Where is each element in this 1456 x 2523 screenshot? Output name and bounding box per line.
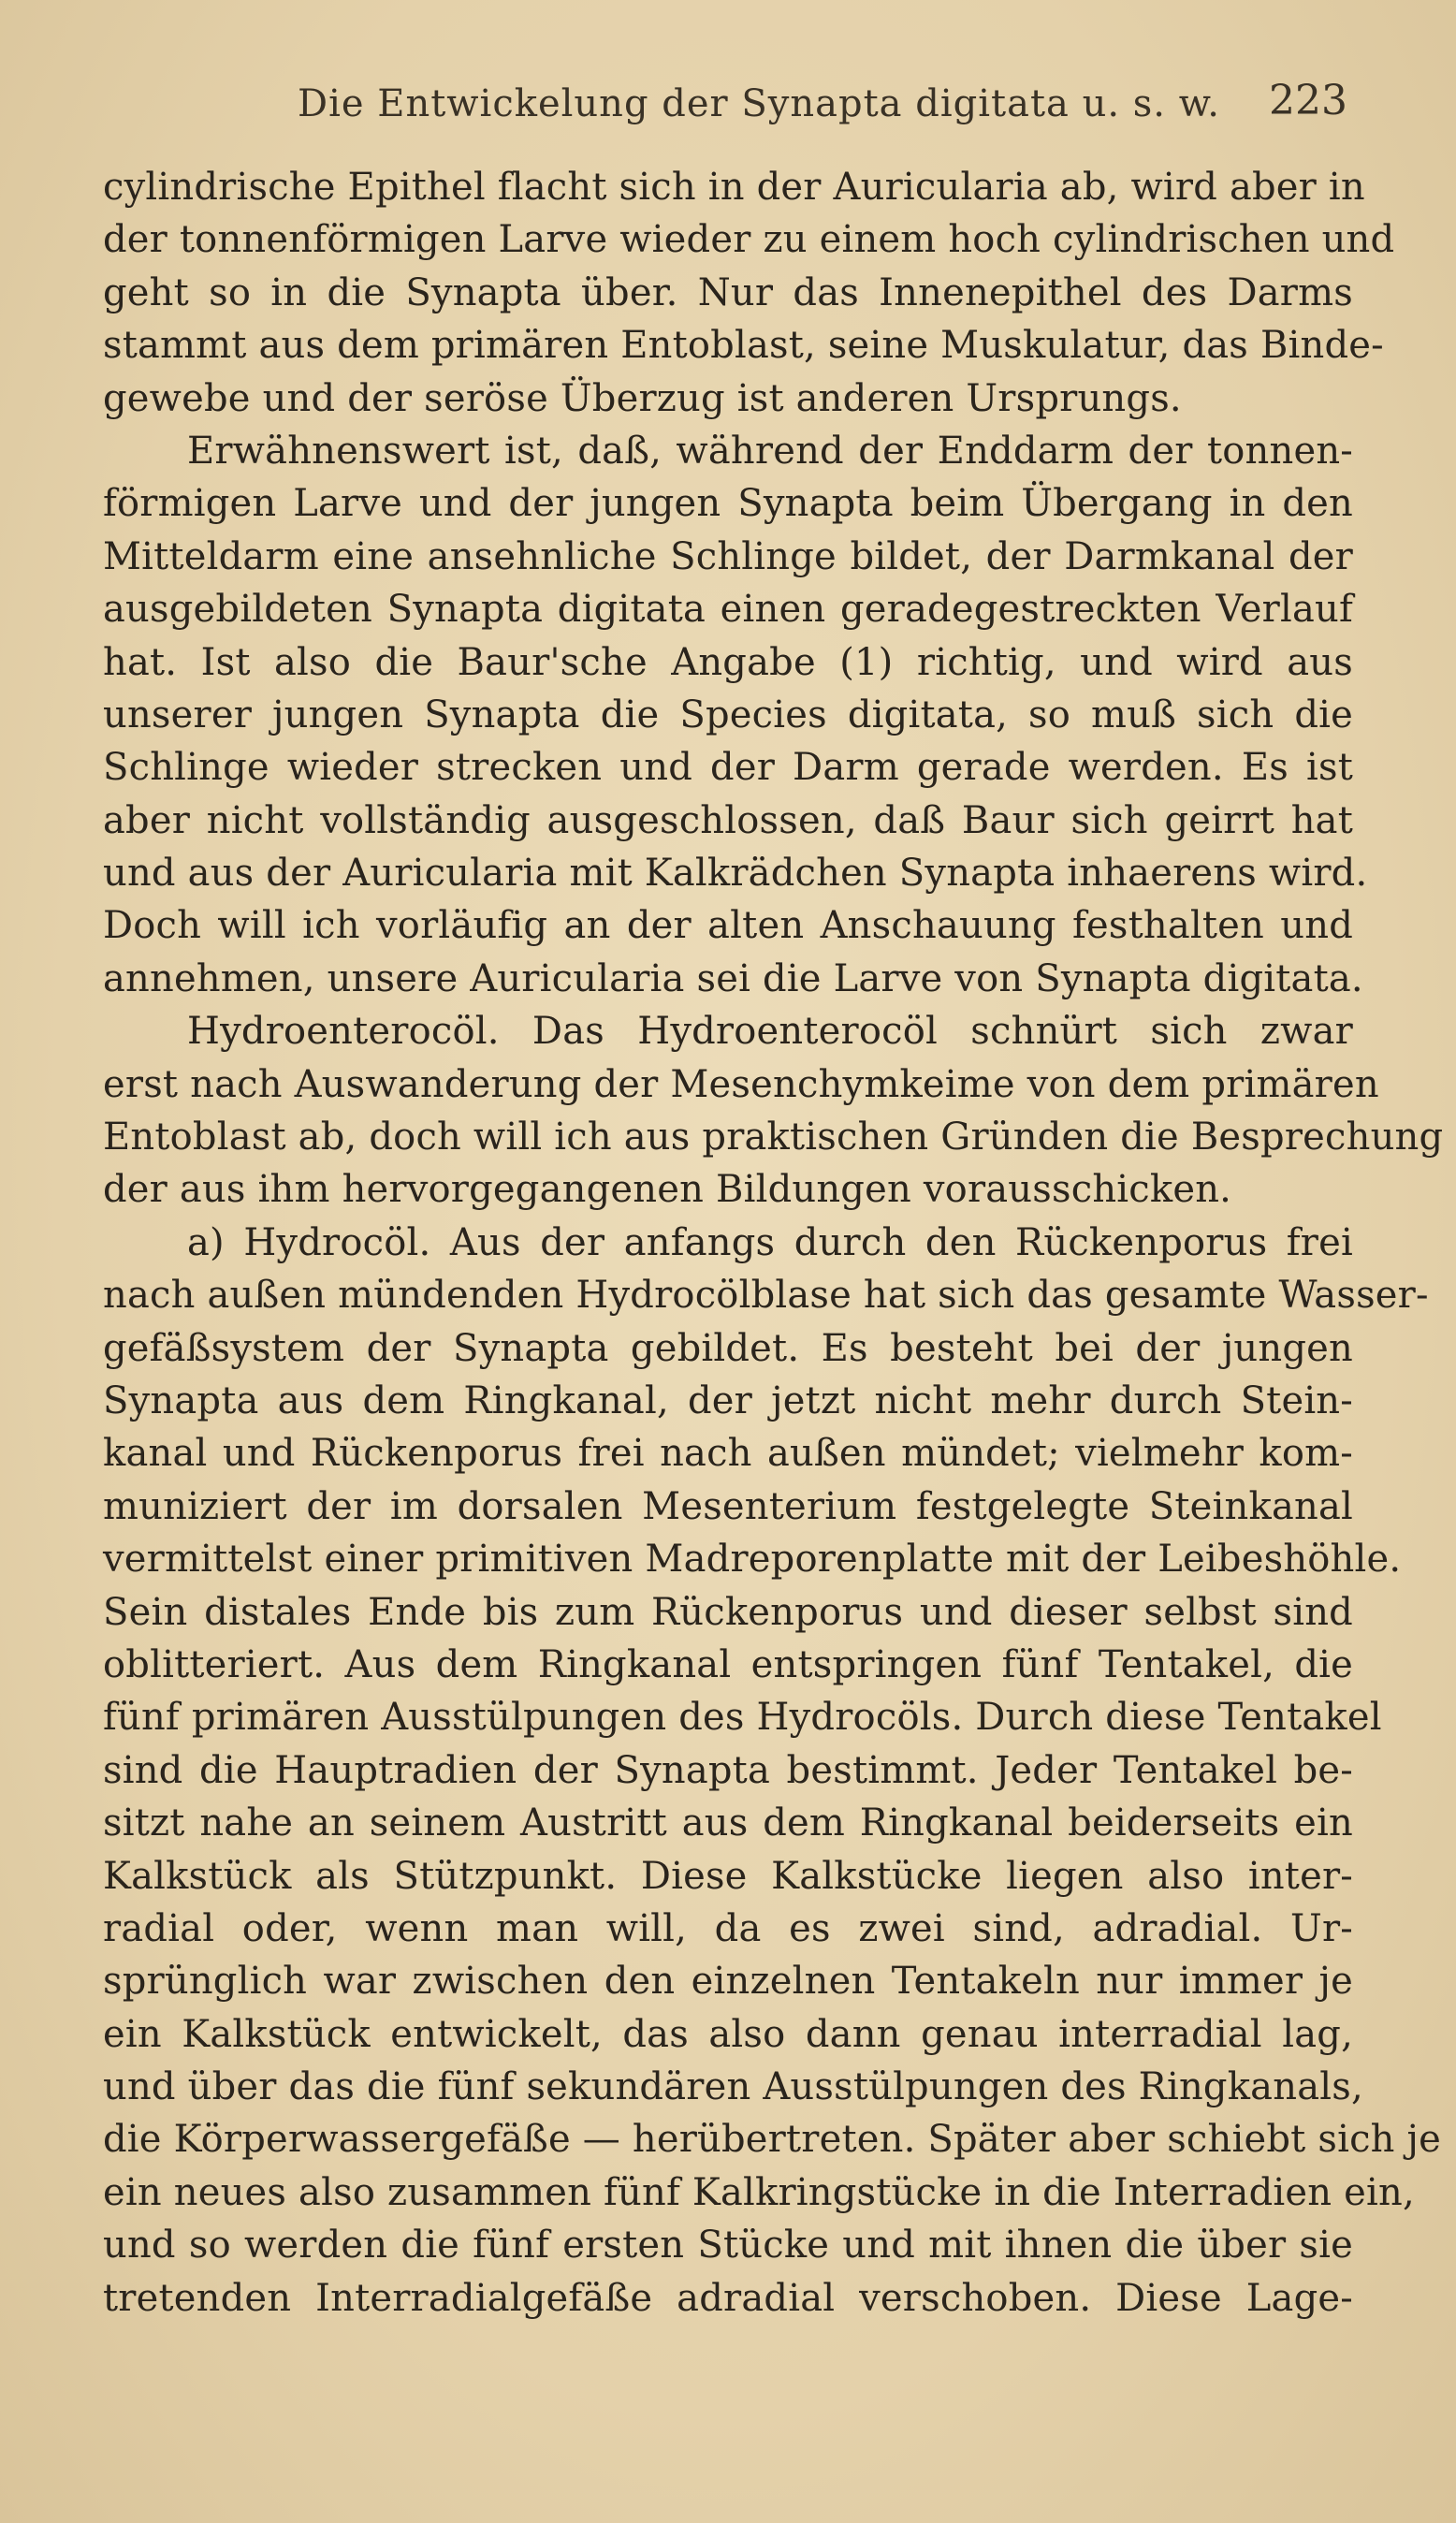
text-line: Hydroenterocöl. Das Hydroenterocöl schnürt sich zwar <box>187 1010 1353 1054</box>
body-text <box>103 161 1444 2325</box>
text-line: ein neues also zusammen fünf Kalkringstücke in die Interradien ein, <box>103 2170 1415 2214</box>
text-line: förmigen Larve und der jungen Synapta beim Übergang in den <box>103 482 1353 526</box>
text-line: erst nach Auswanderung der Mesenchymkeime von dem primären <box>103 1062 1379 1106</box>
text-line: nach außen mündenden Hydrocölblase hat sich das gesamte Wasser- <box>103 1274 1429 1318</box>
text-line: Erwähnenswert ist, daß, während der Enddarm der tonnen- <box>187 429 1353 473</box>
text-line: sitzt nahe an seinem Austritt aus dem Ringkanal beiderseits ein <box>103 1801 1353 1845</box>
text-line: Schlinge wieder strecken und der Darm gerade werden. Es ist <box>103 746 1353 790</box>
text-line: stammt aus dem primären Entoblast, seine Muskulatur, das Binde- <box>103 324 1384 368</box>
text-line: Sein distales Ende bis zum Rückenporus und dieser selbst sind <box>103 1590 1353 1634</box>
text-line: annehmen, unsere Auricularia sei die Larve von Synapta digitata. <box>103 956 1363 1000</box>
text-line: Mitteldarm eine ansehnliche Schlinge bildet, der Darmkanal der <box>103 534 1353 578</box>
text-line: tretenden Interradialgefäße adradial verschoben. Diese Lage- <box>103 2276 1353 2320</box>
text-line: gefäßsystem der Synapta gebildet. Es besteht bei der jungen <box>103 1326 1353 1370</box>
text-line: radial oder, wenn man will, da es zwei sind, adradial. Ur- <box>103 1906 1353 1950</box>
text-line: Doch will ich vorläufig an der alten Anschauung festhalten und <box>103 904 1353 948</box>
text-line: unserer jungen Synapta die Species digitata, so muß sich die <box>103 693 1353 736</box>
text-line: Synapta aus dem Ringkanal, der jetzt nicht mehr durch Stein- <box>103 1378 1353 1422</box>
text-line: der aus ihm hervorgegangenen Bildungen vorausschicken. <box>103 1168 1232 1212</box>
text-line: und so werden die fünf ersten Stücke und mit ihnen die über sie <box>103 2224 1353 2268</box>
page-header <box>103 77 1347 133</box>
text-line: vermittelst einer primitiven Madreporenplatte mit der Leibeshöhle. <box>103 1538 1402 1582</box>
text-line: und aus der Auricularia mit Kalkrädchen Synapta inhaerens wird. <box>103 852 1368 896</box>
text-line: gewebe und der seröse Überzug ist anderen Ursprungs. <box>103 376 1182 420</box>
running-title: Die Entwickelung der Synapta digitata u. s. w. <box>298 82 1220 125</box>
text-line: cylindrische Epithel flacht sich in der Auricularia ab, wird aber in <box>103 166 1365 209</box>
text-line: sind die Hauptradien der Synapta bestimmt. Jeder Tentakel be- <box>103 1748 1353 1792</box>
text-line: geht so in die Synapta über. Nur das Innenepithel des Darms <box>103 270 1353 314</box>
text-line: Kalkstück als Stützpunkt. Diese Kalkstücke liegen also inter- <box>103 1854 1353 1898</box>
text-line: kanal und Rückenporus frei nach außen mündet; vielmehr kom- <box>103 1432 1353 1476</box>
text-line: oblitteriert. Aus dem Ringkanal entspringen fünf Tentakel, die <box>103 1642 1353 1686</box>
page-number: 223 <box>1269 77 1347 124</box>
text-line: fünf primären Ausstülpungen des Hydrocöls. Durch diese Tentakel <box>103 1696 1382 1740</box>
text-line: muniziert der im dorsalen Mesenterium festgelegte Steinkanal <box>103 1484 1353 1528</box>
text-line: sprünglich war zwischen den einzelnen Tentakeln nur immer je <box>103 1960 1353 2004</box>
text-line: ausgebildeten Synapta digitata einen geradegestreckten Verlauf <box>103 588 1353 632</box>
text-line: die Körperwassergefäße — herübertreten. Später aber schiebt sich je <box>103 2118 1442 2162</box>
text-line: Entoblast ab, doch will ich aus praktischen Gründen die Besprechung <box>103 1116 1444 1159</box>
text-line: ein Kalkstück entwickelt, das also dann genau interradial lag, <box>103 2012 1353 2056</box>
text-line: hat. Ist also die Baur'sche Angabe (1) richtig, und wird aus <box>103 640 1353 684</box>
text-line: der tonnenförmigen Larve wieder zu einem hoch cylindrischen und <box>103 218 1395 262</box>
text-line: aber nicht vollständig ausgeschlossen, daß Baur sich geirrt hat <box>103 798 1353 842</box>
text-line: a) Hydrocöl. Aus der anfangs durch den Rückenporus frei <box>187 1220 1353 1264</box>
text-line: und über das die fünf sekundären Ausstülpungen des Ringkanals, <box>103 2065 1363 2109</box>
